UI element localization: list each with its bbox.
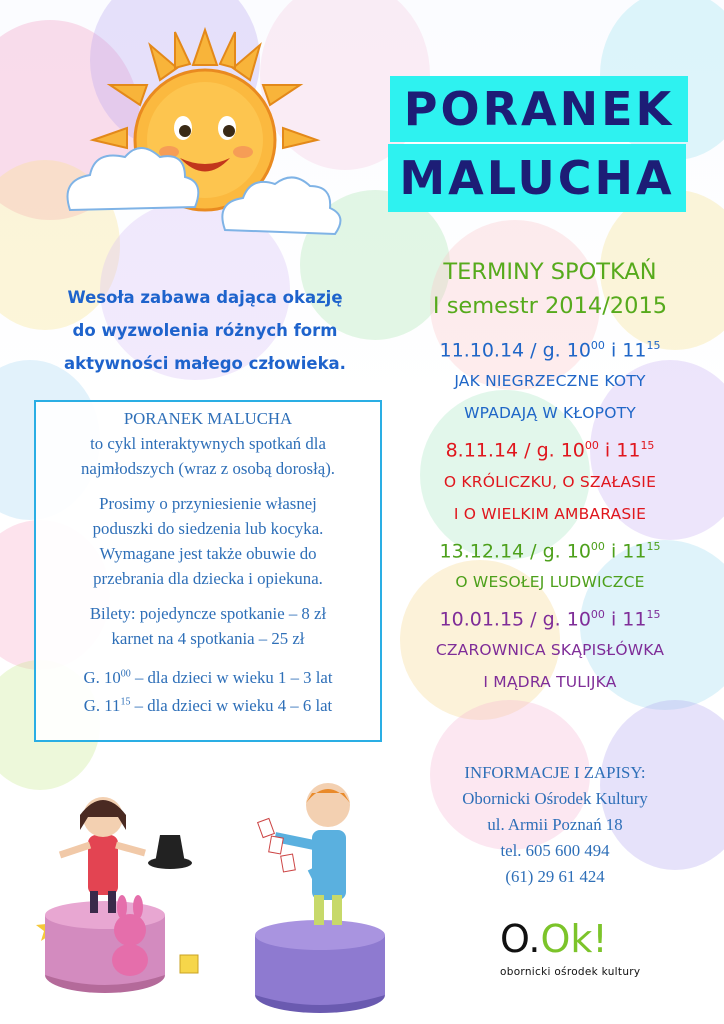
contact-info <box>430 760 680 890</box>
meeting-title: I O WIELKIM AMBARASIE <box>453 504 647 523</box>
info-request-line: przebrania dla dziecka i opiekuna. <box>93 569 323 588</box>
meeting-date: 8.11.14 / g. $10^{00}$ i $11^{15}$ <box>445 439 655 462</box>
meeting-1 <box>400 331 700 429</box>
group-2: G. $11^{15}$ – dla dzieci w wieku 4 – 6 lat <box>83 696 333 716</box>
meeting-title: O KRÓLICZKU, O SZAŁASIE <box>443 472 657 491</box>
info-intro-line: to cykl interaktywnych spotkań dla <box>90 434 326 453</box>
info-request-line: Wymagane jest także obuwie do <box>99 544 317 563</box>
meeting-title: JAK NIEGRZECZNE KOTY <box>454 372 646 391</box>
meeting-title: O WESOŁEJ LUDWICZCE <box>455 572 645 591</box>
contact-line: Obornicki Ośrodek Kultury <box>462 789 648 808</box>
tagline-line: do wyzwolenia różnych form <box>72 321 338 340</box>
schedule-heading: TERMINY SPOTKAŃ <box>443 259 657 285</box>
info-request-line: poduszki do siedzenia lub kocyka. <box>92 519 324 538</box>
logo-subtitle: obornicki ośrodek kultury <box>500 966 641 978</box>
title-line-2: MALUCHA <box>388 144 686 212</box>
title-line-1: PORANEK <box>390 76 688 142</box>
info-intro-line: najmłodszych (wraz z osobą dorosłą). <box>81 459 335 478</box>
sun-with-clouds-icon <box>55 10 345 250</box>
contact-line: (61) 29 61 424 <box>505 867 605 886</box>
meeting-title: WPADAJĄ W KŁOPOTY <box>464 404 636 423</box>
meeting-title: CZAROWNICA SKĄPISŁÓWKA <box>435 641 665 660</box>
logo-mark: O.Ok! <box>500 917 608 961</box>
schedule <box>400 255 700 698</box>
meeting-date: 10.01.15 / g. $10^{00}$ i $11^{15}$ <box>439 607 661 631</box>
contact-heading: INFORMACJE I ZAPISY: <box>464 763 646 782</box>
tagline-line: Wesoła zabawa dająca okazję <box>67 288 343 307</box>
tagline <box>20 281 390 380</box>
contact-line: tel. 605 600 494 <box>500 841 610 860</box>
meeting-2 <box>400 431 700 529</box>
ticket-single: Bilety: pojedyncze spotkanie – 8 zł <box>89 604 327 623</box>
info-box <box>34 400 382 742</box>
meeting-date: 13.12.14 / g. $10^{00}$ i $11^{15}$ <box>439 539 661 562</box>
semester-label: I semestr 2014/2015 <box>432 293 668 319</box>
group-1: G. $10^{00}$ – dla dzieci w wieku 1 – 3 lat <box>83 667 333 687</box>
ticket-pass: karnet na 4 spotkania – 25 zł <box>111 629 305 648</box>
meeting-4 <box>400 600 700 698</box>
info-request-line: Prosimy o przyniesienie własnej <box>99 494 317 513</box>
ook-logo <box>500 918 660 982</box>
children-magic-show-icon <box>20 775 420 1020</box>
meeting-title: I MĄDRA TULIJKA <box>483 673 617 692</box>
meeting-date: 11.10.14 / g. $10^{00}$ i $11^{15}$ <box>439 339 661 362</box>
meeting-3 <box>400 532 700 598</box>
info-intro-line: PORANEK MALUCHA <box>123 409 293 428</box>
contact-line: ul. Armii Poznań 18 <box>487 815 623 834</box>
tagline-line: aktywności małego człowieka. <box>64 354 346 373</box>
